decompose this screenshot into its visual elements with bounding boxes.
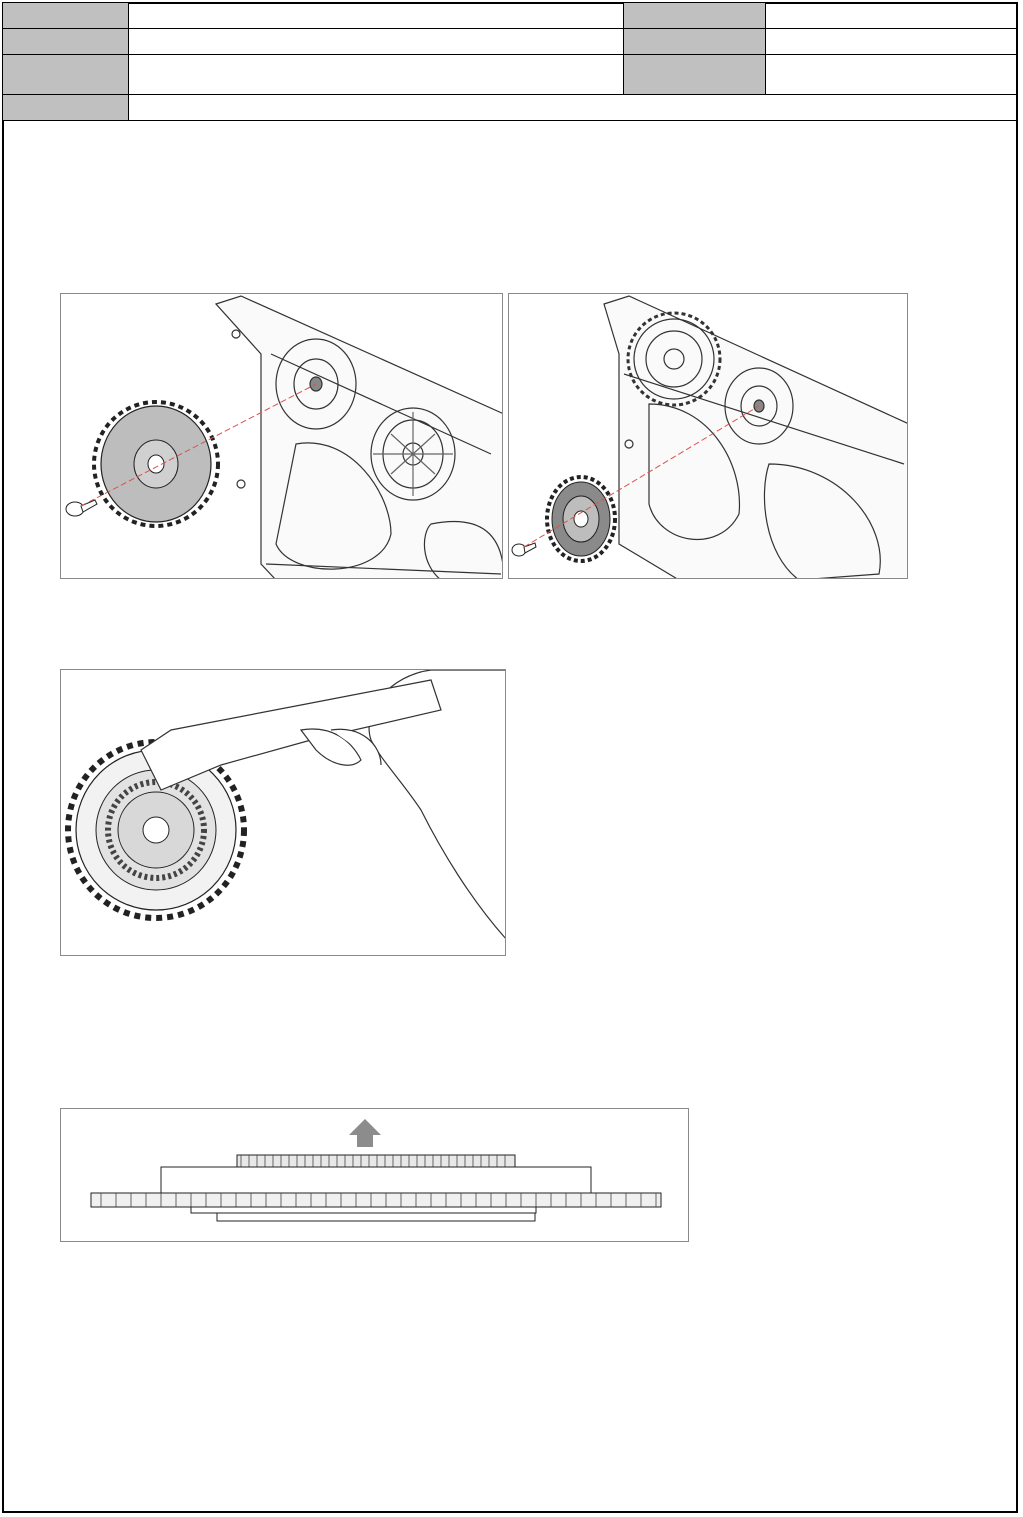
header-row-1 (3, 3, 1018, 29)
arrow-up-icon (349, 1119, 381, 1147)
figure-2-drawing (61, 670, 506, 956)
figure-3-sprocket-side-view (60, 1108, 689, 1242)
header-label (3, 29, 129, 55)
header-label (624, 29, 766, 55)
figure-1b-drawing (509, 294, 908, 579)
header-row-2 (3, 29, 1018, 55)
figure-1a-remove-driven-sprocket (60, 293, 503, 579)
bolt-icon (512, 543, 536, 556)
header-row-4 (3, 95, 1018, 121)
header-label (3, 95, 129, 121)
header-label (624, 3, 766, 29)
driven-sprocket-icon (94, 402, 218, 526)
figure-1b-remove-drive-sprocket (508, 293, 908, 579)
header-table (2, 2, 1018, 121)
header-value (766, 55, 1018, 95)
drive-sprocket-icon (547, 477, 615, 561)
header-value (766, 3, 1018, 29)
header-value (128, 3, 623, 29)
header-value (128, 95, 1017, 121)
header-label (3, 55, 129, 95)
header-label (624, 55, 766, 95)
header-value (128, 55, 623, 95)
figure-3-drawing (61, 1109, 689, 1242)
driven-sprocket-icon (91, 1193, 661, 1207)
header-row-3 (3, 55, 1018, 95)
header-value (766, 29, 1018, 55)
header-label (3, 3, 129, 29)
figure-1a-drawing (61, 294, 503, 579)
figure-2-sprocket-inspection (60, 669, 506, 956)
header-value (128, 29, 623, 55)
bolt-icon (66, 500, 97, 516)
